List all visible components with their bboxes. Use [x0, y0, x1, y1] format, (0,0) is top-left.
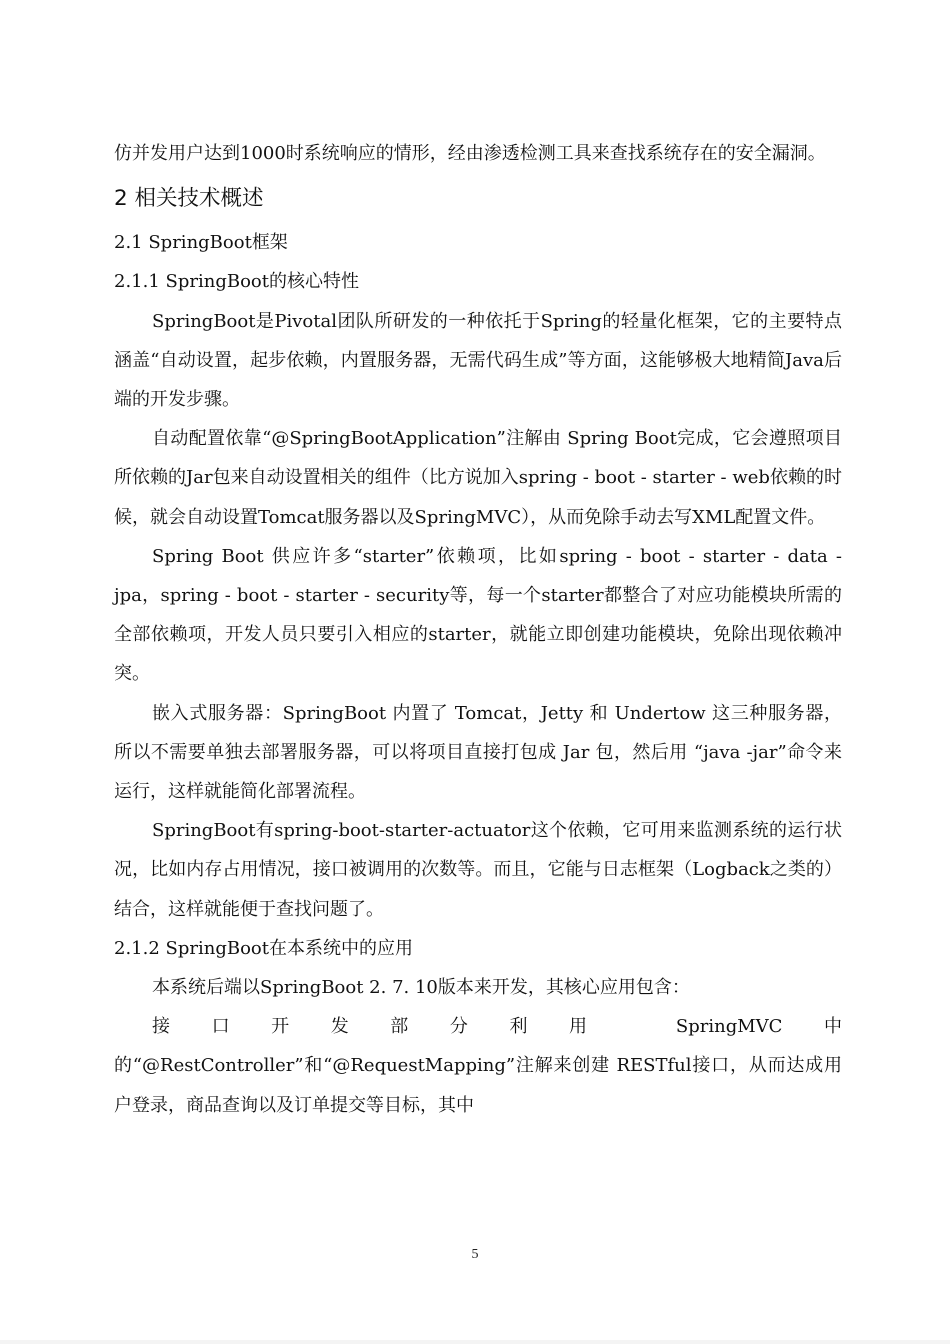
interface-development-paragraph: 接口开发部分利用 SpringMVC中的“@RestController”和“@RequestMapping”注解来创建 RESTful接口，从而达成用户登录，商品查询以及订单提交等目标，其中	[114, 1016, 842, 1116]
system-version-paragraph: 本系统后端以SpringBoot 2. 7. 10版本来开发，其核心应用包含：	[152, 977, 690, 999]
embedded-server-paragraph: 嵌入式服务器：SpringBoot 内置了 Tomcat，Jetty 和 Undertow 这三种服务器，所以不需要单独去部署服务器，可以将项目直接打包成 Jar 包，然后用 “java -jar”命令来运行，这样就能简化部署流程。	[114, 702, 842, 803]
starter-dependencies-paragraph: Spring Boot 供应许多“starter”依赖项，比如spring - boot - starter - data - jpa，spring - boot - starter - security等，每一个starter都整合了对应功能模块所需的全部依赖项，开发人员只要引入相应的starter，就能立即创建功能模块，免除出现依赖冲突。	[114, 545, 842, 685]
auto-configuration-paragraph: 自动配置依靠“@SpringBootApplication”注解由 Spring Boot完成，它会遵照项目所依赖的Jar包来自动设置相关的组件（比方说加入spring - boot - starter - web依赖的时候，就会自动设置Tomcat服务器以及SpringMVC），从而免除手动去写XML配置文件。	[114, 428, 842, 528]
section-2-heading: 2 相关技术概述	[114, 186, 264, 212]
actuator-paragraph: SpringBoot有spring-boot-starter-actuator这个依赖，它可用来监测系统的运行状况，比如内存占用情况，接口被调用的次数等。而且，它能与日志框架（Logback之类的）结合，这样就能便于查找问题了。	[114, 820, 842, 920]
section-2-1-heading: 2.1 SpringBoot框架	[114, 232, 288, 254]
springboot-intro-paragraph: SpringBoot是Pivotal团队所研发的一种依托于Spring的轻量化框架，它的主要特点涵盖“自动设置，起步依赖，内置服务器，无需代码生成”等方面，这能够极大地精简Java后端的开发步骤。	[114, 310, 842, 411]
document-page	[114, 134, 842, 1125]
intro-continuation-paragraph: 仿并发用户达到1000时系统响应的情形，经由渗透检测工具来查找系统存在的安全漏洞。	[114, 143, 826, 164]
page-bottom-edge	[0, 1340, 950, 1344]
section-2-1-1-heading: 2.1.1 SpringBoot的核心特性	[114, 271, 359, 293]
page-number: 5	[471, 1247, 479, 1262]
section-2-1-2-heading: 2.1.2 SpringBoot在本系统中的应用	[114, 937, 413, 959]
